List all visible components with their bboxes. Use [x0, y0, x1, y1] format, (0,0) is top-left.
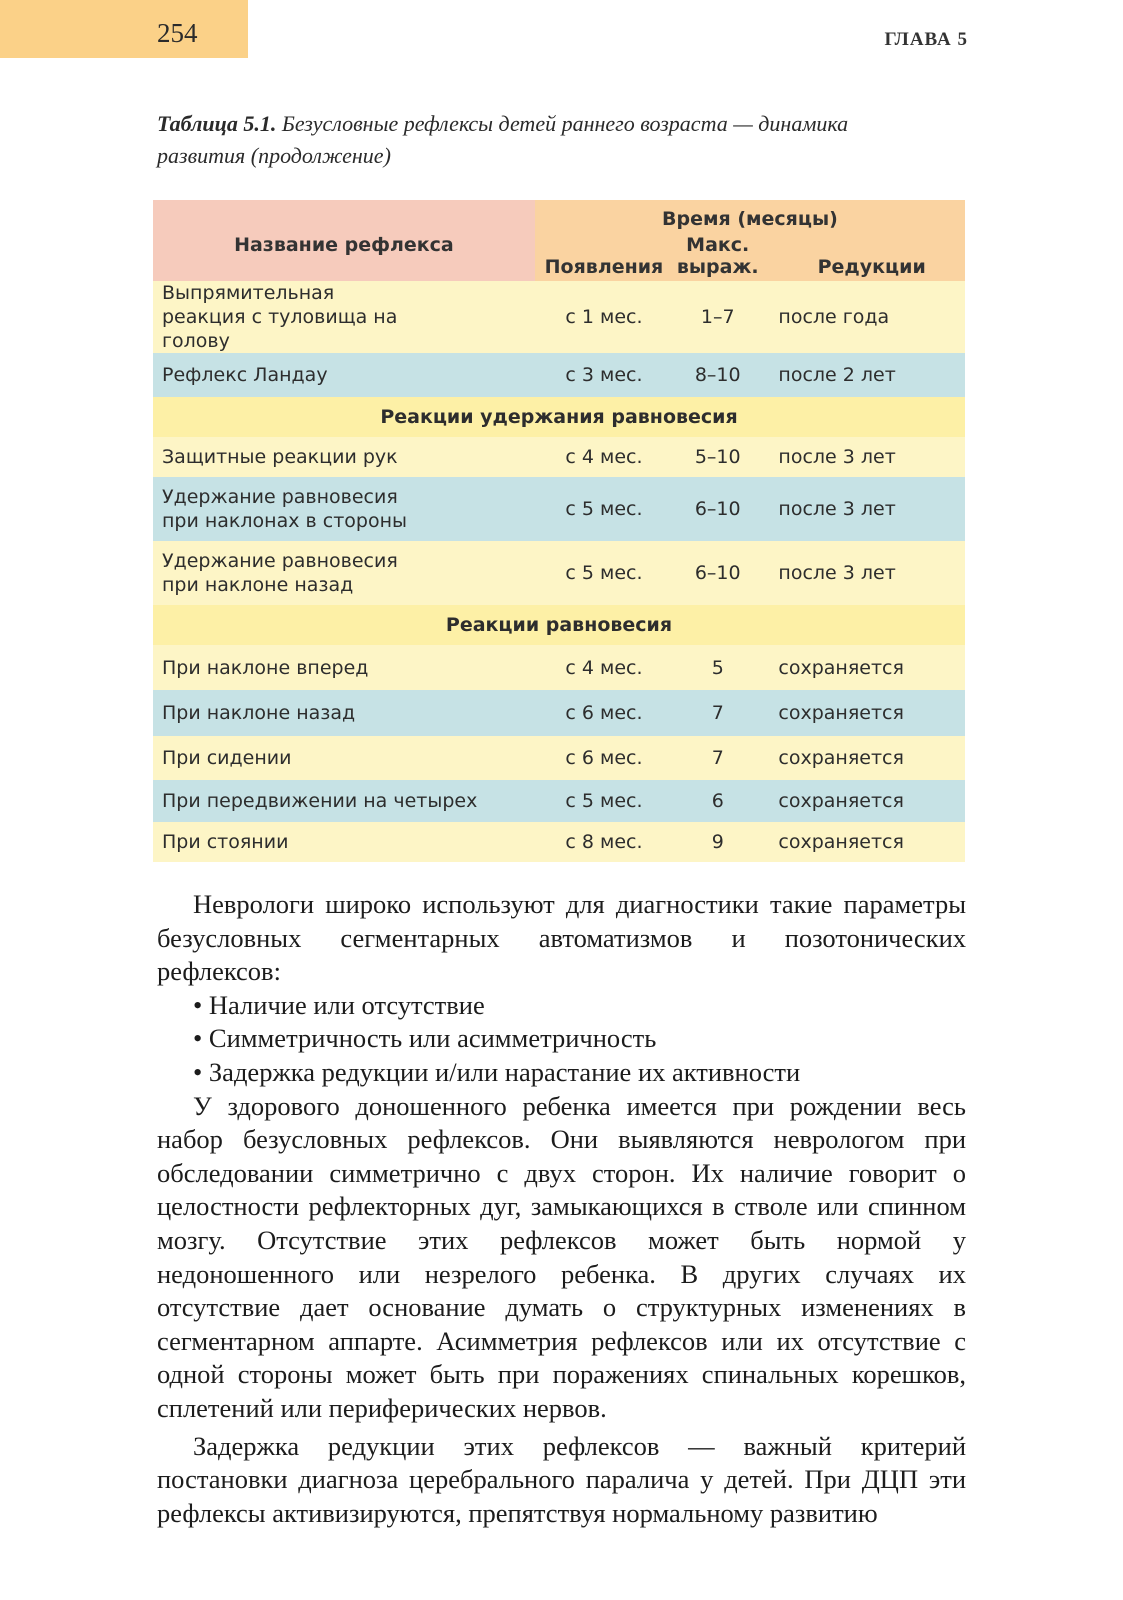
max-cell: 5 — [673, 645, 762, 690]
reduction-cell: после 3 лет — [762, 437, 965, 477]
appearance-cell: с 3 мес. — [535, 353, 673, 397]
table-row — [153, 353, 965, 397]
header-appearance: Появления — [535, 234, 673, 281]
page-number-box — [0, 0, 248, 58]
intro-paragraph: Неврологи широко используют для диагностики такие параметры безусловных сегментарных автоматизмов и позотонических рефлексов: — [157, 889, 966, 987]
table-row — [153, 822, 965, 862]
header-max: Макс. выраж. — [673, 234, 762, 281]
max-cell: 1–7 — [673, 281, 762, 353]
appearance-cell: с 6 мес. — [535, 690, 673, 736]
max-cell: 9 — [673, 822, 762, 862]
reduction-cell: после года — [762, 281, 965, 353]
caption-lead: Таблица 5.1. — [157, 111, 277, 136]
bullet-item: • Задержка редукции и/или нарастание их активности — [193, 1056, 966, 1090]
max-cell: 6 — [673, 780, 762, 822]
caption-text: Безусловные рефлексы детей раннего возраста — динамика развития (продолжение) — [157, 111, 849, 168]
header-time: Время (месяцы) — [535, 200, 965, 234]
reflex-name-cell: При сидении — [153, 736, 535, 780]
reduction-cell: сохраняется — [762, 736, 965, 780]
reduction-cell: сохраняется — [762, 822, 965, 862]
header-name: Название рефлекса — [153, 200, 535, 281]
reduction-cell: сохраняется — [762, 690, 965, 736]
appearance-cell: с 8 мес. — [535, 822, 673, 862]
max-cell: 6–10 — [673, 477, 762, 541]
max-cell: 6–10 — [673, 541, 762, 605]
reflex-name-cell: При наклоне вперед — [153, 645, 535, 690]
appearance-cell: с 1 мес. — [535, 281, 673, 353]
bullet-item: • Наличие или отсутствие — [193, 989, 966, 1023]
body-text — [157, 888, 966, 1530]
appearance-cell: с 4 мес. — [535, 437, 673, 477]
appearance-cell: с 6 мес. — [535, 736, 673, 780]
reflex-name-cell: При наклоне назад — [153, 690, 535, 736]
bullet-list — [157, 989, 966, 1090]
reflex-table — [153, 200, 965, 862]
table-caption — [157, 108, 857, 172]
appearance-cell: с 4 мес. — [535, 645, 673, 690]
paragraph-2: Задержка редукции этих рефлексов — важный критерий постановки диагноза церебрального паралича у детей. При ДЦП эти рефлексы активизируются, препятствуя нормальному развитию — [157, 1430, 966, 1528]
reflex-name-cell: Защитные реакции рук — [153, 437, 535, 477]
header-reduction: Редукции — [762, 234, 965, 281]
reduction-cell: после 3 лет — [762, 477, 965, 541]
page-number: 254 — [157, 18, 198, 48]
chapter-title: ГЛАВА 5 — [884, 29, 968, 50]
max-cell: 7 — [673, 690, 762, 736]
reduction-cell: после 3 лет — [762, 541, 965, 605]
table-row — [153, 437, 965, 477]
appearance-cell: с 5 мес. — [535, 780, 673, 822]
reflex-name-cell: Выпрямительная реакция с туловища на голову — [153, 281, 535, 353]
table-body — [153, 281, 965, 862]
appearance-cell: с 5 мес. — [535, 541, 673, 605]
reduction-cell: сохраняется — [762, 780, 965, 822]
reduction-cell: сохраняется — [762, 645, 965, 690]
table-row — [153, 736, 965, 780]
max-cell: 5–10 — [673, 437, 762, 477]
table-section-row — [153, 397, 965, 437]
reflex-name-cell: Удержание равновесия при наклонах в стороны — [153, 477, 535, 541]
max-cell: 7 — [673, 736, 762, 780]
section-label: Реакции равновесия — [153, 605, 965, 645]
reflex-name-cell: При стоянии — [153, 822, 535, 862]
reflex-name-cell: При передвижении на четырех — [153, 780, 535, 822]
reduction-cell: после 2 лет — [762, 353, 965, 397]
table-row — [153, 541, 965, 605]
reflex-name-cell: Рефлекс Ландау — [153, 353, 535, 397]
paragraph-1: У здорового доношенного ребенка имеется при рождении весь набор безусловных рефлексов. Они выявляются неврологом при обследовании симметрично с двух сторон. Их наличие говорит о целостности рефлекторных дуг, замыкающихся в стволе или спинном мозгу. Отсутствие этих рефлексов может быть нормой у недоношенного или незрелого ребенка. В других случаях их отсутствие дает основание думать о структурных изменениях в сегментарном аппарте. Асимметрия рефлексов или их отсутствие с одной стороны может быть при поражениях спинальных корешков, сплетений или периферических нервов. — [157, 1090, 966, 1423]
table-row — [153, 690, 965, 736]
section-label: Реакции удержания равновесия — [153, 397, 965, 437]
reflex-name-cell: Удержание равновесия при наклоне назад — [153, 541, 535, 605]
table-section-row — [153, 605, 965, 645]
table-row — [153, 645, 965, 690]
max-cell: 8–10 — [673, 353, 762, 397]
table-row — [153, 281, 965, 353]
table-row — [153, 780, 965, 822]
appearance-cell: с 5 мес. — [535, 477, 673, 541]
table-row — [153, 477, 965, 541]
bullet-item: • Симметричность или асимметричность — [193, 1022, 966, 1056]
